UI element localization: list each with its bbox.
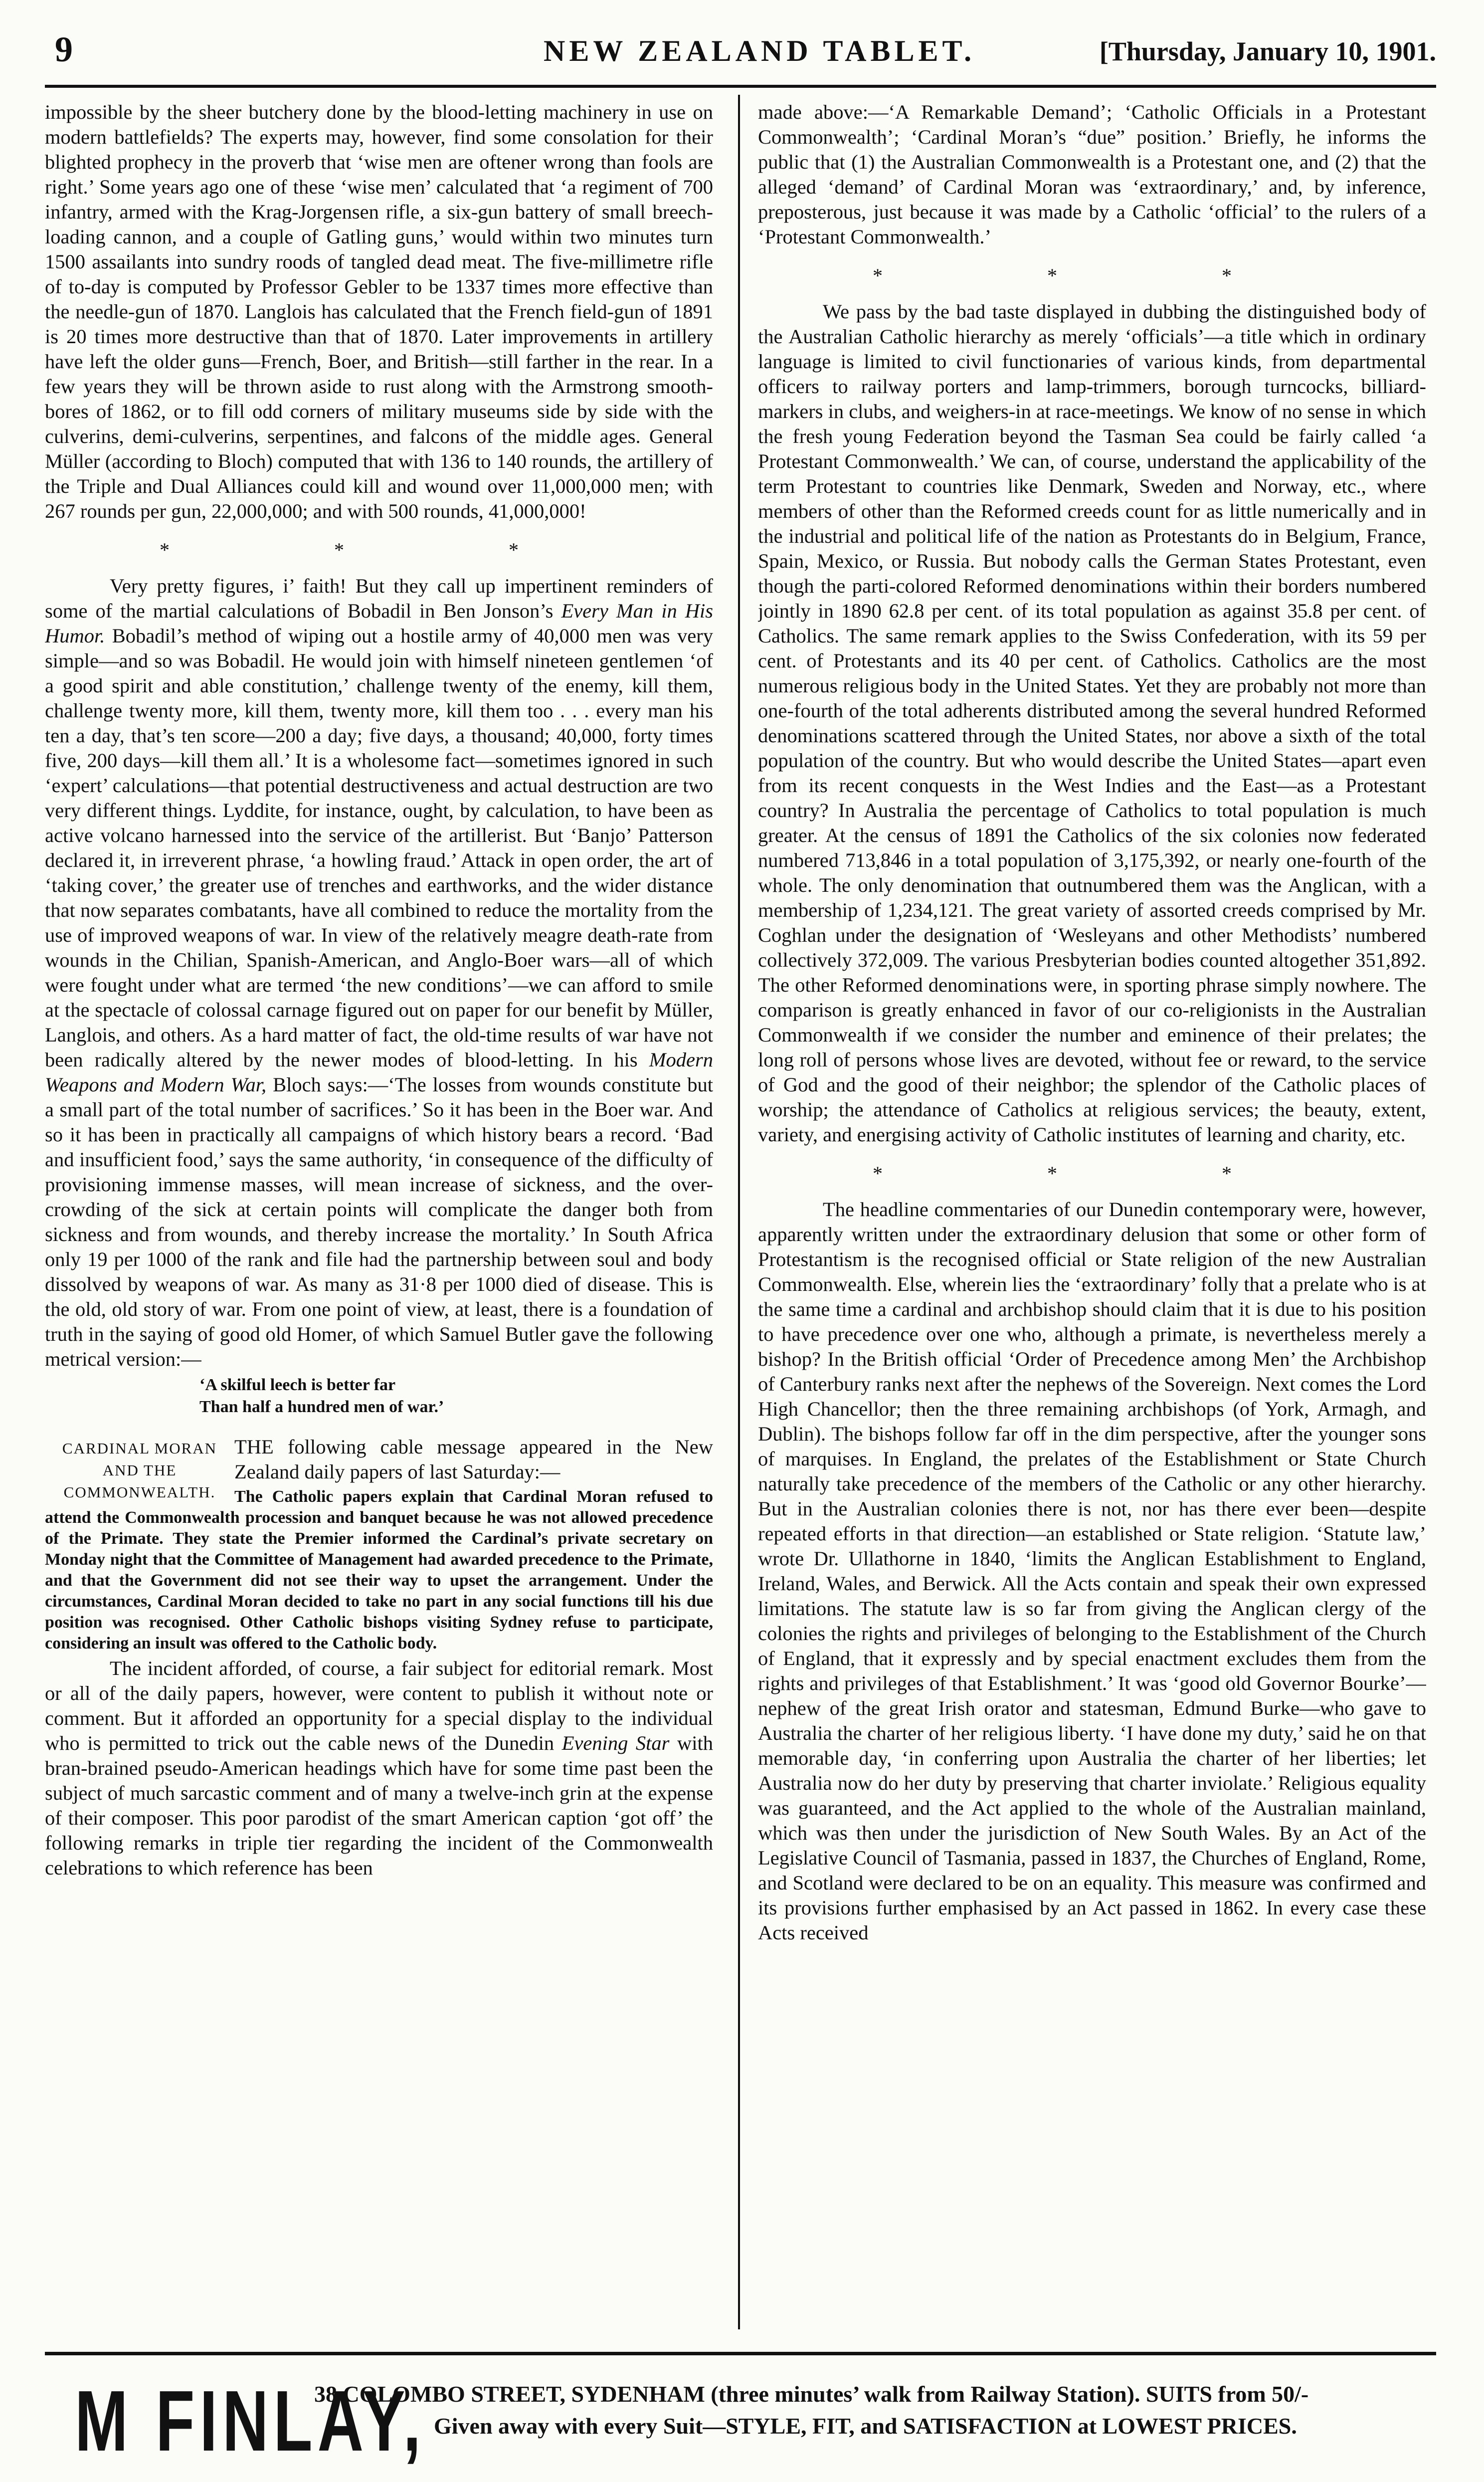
header-divider <box>45 85 1436 92</box>
page-number: 9 <box>55 29 73 69</box>
article-paragraph: We pass by the bad taste displayed in dubbing the distinguished body of the Australian Catholic hierarchy as merely ‘officials’—a title which in ordinary language is limited to civil functionaries of various kinds, from departmental officers to railway porters and lamp-trimmers, borough turncocks, billiard-markers in clubs, and weighers-in at race-meetings. We know of no sense in which the fresh young Federation beyond the Tasman Sea could be fairly called ‘a Protestant Commonwealth.’ We can, of course, understand the applicability of the term Protestant to countries like Denmark, Sweden and Norway, etc., where members of other than the Reformed creeds count for as little numerically and in the industrial and political life of the nation as Protestants do in Belgium, France, Spain, Mexico, or Russia. But nobody calls the German States Protestant, even though the parti-colored Reformed denominations within their borders numbered jointly in 1890 62.8 per cent. of its total population as against 35.8 per cent. of Catholics. The same remark applies to the Swiss Confederation, with its 59 per cent. of Protestants and its 40 per cent. of Catholics. Catholics are the most numerous religious body in the United States. Yet they are probably not more than one-fourth of the total adherents distributed among the several hundred Reformed denominations scattered through the United States, nor above a sixth of the total population of the country. But who would describe the United States—apart even from its recent conquests in the West Indies and the East—as a Protestant country? In Australia the percentage of Catholics to total population is much greater. At the census of 1891 the Catholics of the six colonies now federated numbered 713,846 in a total population of 3,175,392, or nearly one-fourth of the whole. The only denomination that outnumbered them was the Anglican, with a membership of 1,234,121. The great variety of assorted creeds comprised by Mr. Coghlan under the designation of ‘Wesleyans and other Methodists’ numbered collectively 372,009. The various Presbyterian bodies counted altogether 351,892. The other Reformed denominations were, in sporting phrase simply nowhere. The comparison is greatly enhanced in favor of our co-religionists in the Australian Commonwealth if we consider the number and eminence of their prelates; the long roll of persons whose lives are devoted, without fee or reward, to the service of God and the good of their neighbor; the splendor of the Catholic places of worship; the attendance of Catholics at religious services; the beauty, extent, variety, and energising activity of Catholic institutes of learning and charity, etc. <box>758 300 1426 1146</box>
article-paragraph: impossible by the sheer butchery done by the blood-letting machinery in use on modern battlefields? The experts may, however, find some consolation for their blighted prophecy in the proverb that ‘wise men are oftener wrong than fools are right.’ Some years ago one of these ‘wise men’ calculated that ‘a regiment of 700 infantry, armed with the Krag-Jorgensen rifle, a six-gun battery of small breech-loading cannon, and a couple of Gatling guns,’ would within two minutes turn 1500 assailants into sundry roods of tangled dead meat. The five-millimetre rifle of to-day is computed by Professor Gebler to be 1337 times more effective than the needle-gun of 1870. Langlois has calculated that the French field-gun of 1891 is 20 times more destructive than that of 1870. Later improvements in artillery have left the older guns—French, Boer, and British—still farther in the rear. In a few years they will be thrown aside to rust along with the Armstrong smooth-bores of 1862, or to fill odd corners of military museums side by side with the culverins, demi-culverins, serpentines, and falcons of the middle ages. General Müller (according to Bloch) computed that with 136 to 140 rounds, the artillery of the Triple and Dual Alliances could kill and wound over 11,000,000 men; with 267 rounds per gun, 22,000,000; and with 500 rounds, 41,000,000! <box>45 101 713 522</box>
verse-line: ‘A skilful leech is better far <box>199 1376 396 1394</box>
article-paragraph: made above:—‘A Remarkable Demand’; ‘Catholic Officials in a Protestant Commonwealth’; ‘Cardinal Moran’s “due” position.’ Briefly, he informs the public that (1) the Australian Commonwealth is a Protestant one, and (2) that the alleged ‘demand’ of Cardinal Moran was ‘extraordinary,’ and, by inference, preposterous, just because it was made by a Catholic ‘official’ to the rulers of a ‘Protestant Commonwealth.’ <box>758 101 1426 248</box>
cable-section <box>45 1435 713 1654</box>
section-break: * * * <box>873 264 1311 287</box>
article-paragraph: The headline commentaries of our Dunedin contemporary were, however, apparently written under the extraordinary delusion that some or other form of Protestantism is the recognised official or State religion of the new Australian Commonwealth. Else, wherein lies the ‘extraordinary’ folly that a prelate who is at the same time a cardinal and archbishop should claim that it is due to his position to have precedence over one who, although a primate, is nevertheless merely a bishop? In the British official ‘Order of Precedence among Men’ the Archbishop of Canterbury ranks next after the nephews of the Sovereign. Next comes the Lord High Chancellor; then the three remaining archbishops (of York, Armagh, and Dublin). The bishops follow far off in the dim perspective, after the younger sons of marquises. In England, the prelates of the Establishment or State Church naturally take precedence of the members of the Catholic or any other hierarchy. But in the Australian colonies there is not, nor has there ever been—despite repeated efforts in that direction—an established or State religion. ‘Statute law,’ wrote Dr. Ullathorne in 1840, ‘limits the Anglican Establishment to England, Ireland, Wales, and Berwick. All the Acts contain and speak their own expressed limitations. The statute law is so far from giving the Anglican clergy of the colonies the rights and privileges of belonging to the Establishment of the Church of England, that it expressly and by special enactment excludes them from the rights and privileges of that Establishment.’ It was ‘good old Governor Bourke’—nephew of the great Irish orator and statesman, Edmund Burke—who gave to Australia the charter of her religious liberty. ‘I have done my duty,’ said he on that memorable day, ‘in conferring upon Australia the charter of her liberties; let Australia now do her duty by preserving that charter inviolate.’ Religious equality was guaranteed, and the Act applied to the whole of the Australian mainland, which was then under the jurisdiction of New South Wales. By an Act of the Legislative Council of Tasmania, passed in 1837, the Churches of England, Rome, and Scotland were declared to be on an equality. This measure was confirmed and its provisions further emphasised by an Act passed in 1862. In every case these Acts received <box>758 1198 1426 1944</box>
book-title: Modern Weapons and Modern War, <box>45 1048 713 1096</box>
section-break: * * * <box>160 539 598 561</box>
advertisement <box>45 2367 1441 2470</box>
advertiser-name: M FINLAY, <box>75 2373 426 2470</box>
article-paragraph: THE following cable message appeared in the New Zealand daily papers of last Saturday:— <box>234 1436 713 1483</box>
page-header <box>45 20 1441 75</box>
side-heading: CARDINAL MORAN AND THE COMMONWEALTH. <box>62 1440 217 1501</box>
issue-date: [Thursday, January 10, 1901. <box>1099 36 1436 66</box>
verse-quote <box>199 1375 713 1418</box>
newspaper-name: Evening Star <box>561 1732 670 1754</box>
section-break: * * * <box>873 1162 1311 1185</box>
ad-slogan-line: Given away with every Suit—STYLE, FIT, and SATISFACTION at LOWEST PRICES. <box>434 2413 1297 2439</box>
article-paragraph: The incident afforded, of course, a fair subject for editorial remark. Most or all of the daily papers, however, were content to publish it without note or comment. But it afforded an opportunity for a special display to the individual who is permitted to trick out the cable news of the Dunedin Evening Star with bran-brained pseudo-American headings which have for some time past been the subject of much sarcastic comment and of many a twelve-inch grin at the expense of their composer. This poor parodist of the smart American caption ‘got off’ the following remarks in triple tier regarding the incident of the Commonwealth celebrations to which reference has been <box>45 1657 713 1879</box>
book-title: Every Man in His Humor. <box>45 600 713 647</box>
left-column <box>45 100 713 2324</box>
article-paragraph: Very pretty figures, i’ faith! But they call up impertinent reminders of some of the martial calculations of Bobadil in Ben Jonson’s Every Man in His Humor. Bobadil’s method of wiping out a hostile army of 40,000 men was very simple—and so was Bobadil. He would join with himself nineteen gentlemen ‘of a good spirit and able constitution,’ challenge twenty of the enemy, kill them, challenge twenty more, kill them, twenty more, kill them too . . . every man his ten a day, that’s ten score—200 a day; five days, a thousand; 40,000, forty times five, 200 days—kill them all.’ It is a wholesome fact—sometimes ignored in such ‘expert’ calculations—that potential destructiveness and actual destruction are two very different things. Lyddite, for instance, ought, by calculation, to have been as active volcano harnessed into the service of the artillerist. But ‘Banjo’ Patterson declared it, in irreverent phrase, ‘a howling fraud.’ Attack in open order, the art of ‘taking cover,’ the greater use of trenches and earthworks, and the wider distance that now separates combatants, have all combined to reduce the mortality from the use of improved weapons of war. In view of the relatively meagre death-rate from wounds in the Chilian, Spanish-American, and Anglo-Boer wars—all of which were fought under what are termed ‘the new conditions’—we can afford to smile at the spectacle of colossal carnage figured out on paper for our benefit by Müller, Langlois, and others. As a hard matter of fact, the old-time results of war have not been radically altered by the newer modes of blood-letting. In his Modern Weapons and Modern War, Bloch says:—‘The losses from wounds constitute but a small part of the total number of sacrifices.’ So it has been in the Boer war. And so it has been in practically all campaigns of which history bears a record. ‘Bad and insufficient food,’ says the same authority, ‘in consequence of the difficulty of provisioning immense masses, will mean increase of sickness, and the over-crowding of the sick at certain points will complicate the danger both from sickness and from wounds, and thereby increase the mortality.’ In South Africa only 19 per 1000 of the rank and file had the partnership between soul and body dissolved by weapons of war. As many as 31·8 per 1000 died of disease. This is the old, old story of war. From one point of view, at least, there is a foundation of truth in the saying of good old Homer, of which Samuel Butler gave the following metrical version:— <box>45 575 713 1370</box>
footer-divider <box>45 2352 1436 2355</box>
verse-line: Than half a hundred men of war.’ <box>199 1398 444 1416</box>
cable-message: The Catholic papers explain that Cardinal Moran refused to attend the Commonwealth procession and banquet because he was not allowed precedence of the Primate. They state the Premier informed the Cardinal’s private secretary on Monday night that the Committee of Management had awarded precedence to the Primate, and that the Government did not see their way to upset the arrangement. Under the circumstances, Cardinal Moran decided to take no part in any social functions till his due position was recognised. Other Catholic bishops visiting Sydney refuse to participate, considering an insult was offered to the Catholic body. <box>45 1487 713 1653</box>
column-divider <box>738 95 740 2329</box>
newspaper-title: NEW ZEALAND TABLET. <box>544 34 976 67</box>
right-column <box>758 100 1426 2324</box>
ad-address-line: 38 COLOMBO STREET, SYDENHAM (three minutes’ walk from Railway Station). SUITS from 50/- <box>314 2381 1309 2407</box>
